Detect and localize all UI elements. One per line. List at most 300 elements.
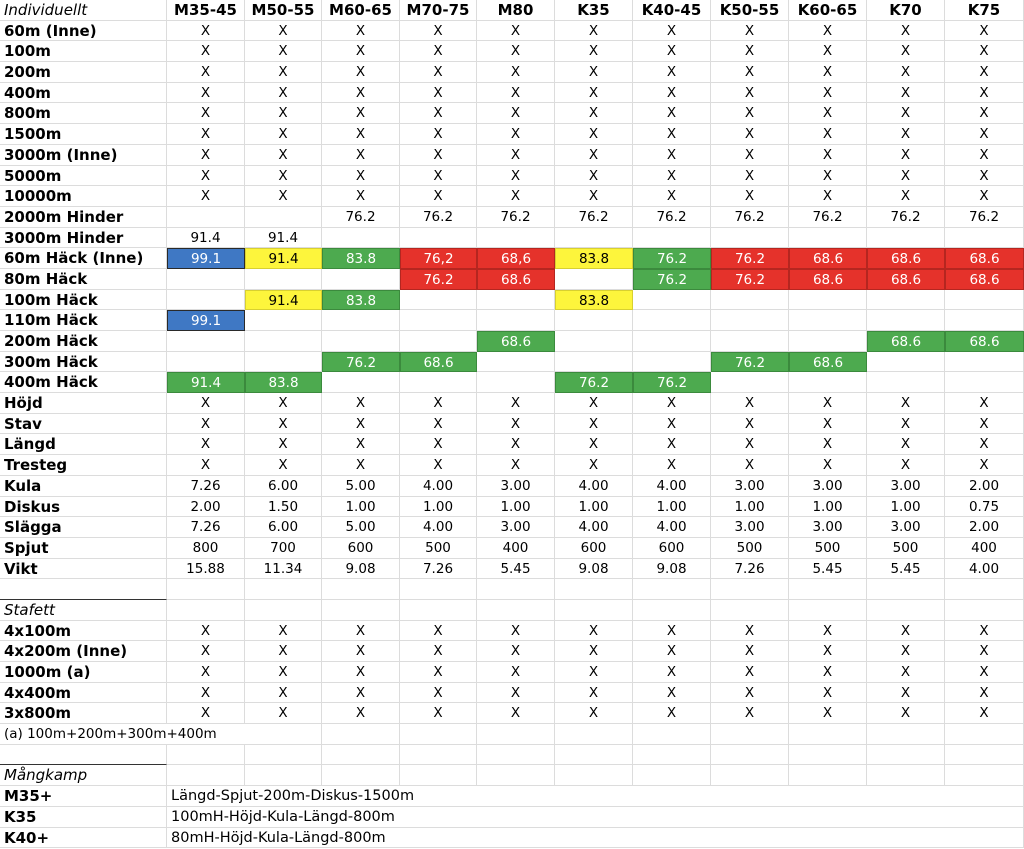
value-cell: X [945,414,1024,435]
value-cell [477,372,555,393]
value-cell: X [555,166,633,187]
value-cell: X [322,621,400,642]
value-cell: 7.26 [167,517,245,538]
separator-empty-cell [555,745,633,766]
separator-empty-cell [711,579,789,600]
value-cell: X [633,621,711,642]
value-cell: X [789,662,867,683]
value-cell: 83.8 [245,372,322,393]
value-cell: 400 [477,538,555,559]
value-cell: 7.26 [711,559,789,580]
separator-empty-cell [867,745,945,766]
value-cell: X [867,621,945,642]
blank-label-cell [0,745,167,766]
value-cell [633,290,711,311]
value-cell: X [789,166,867,187]
value-cell: 7.26 [167,476,245,497]
value-cell: X [477,124,555,145]
value-cell: X [322,703,400,724]
value-cell: X [633,393,711,414]
column-header-k75: K75 [945,0,1024,21]
value-cell: X [555,21,633,42]
value-cell: 3.00 [789,517,867,538]
value-cell [633,228,711,249]
value-cell: 4.00 [555,476,633,497]
value-cell: X [711,434,789,455]
value-cell: 9.08 [633,559,711,580]
value-cell: X [477,83,555,104]
value-cell: 2.00 [167,497,245,518]
value-cell: X [167,455,245,476]
value-cell: 68.6 [789,248,867,269]
value-cell: 91.4 [167,372,245,393]
value-cell: X [245,662,322,683]
value-cell: X [477,434,555,455]
value-cell: 76.2 [711,248,789,269]
combined-header-empty-cell [633,765,711,786]
value-cell: X [711,414,789,435]
row-label-60m-inne: 60m (Inne) [0,21,167,42]
value-cell: X [789,641,867,662]
value-cell: X [322,414,400,435]
value-cell [633,310,711,331]
value-cell: 3.00 [711,517,789,538]
value-cell: X [322,393,400,414]
value-cell: X [400,414,477,435]
value-cell: 3.00 [711,476,789,497]
row-label-100m: 100m [0,41,167,62]
value-cell [711,310,789,331]
value-cell: X [245,124,322,145]
value-cell: X [555,62,633,83]
column-header-k35: K35 [555,0,633,21]
value-cell: 1.00 [711,497,789,518]
value-cell: 1.00 [633,497,711,518]
value-cell: X [322,186,400,207]
value-cell: X [400,455,477,476]
value-cell [322,310,400,331]
column-header-m35-45: M35-45 [167,0,245,21]
value-cell: X [633,41,711,62]
value-cell: 76.2 [400,269,477,290]
value-cell [711,331,789,352]
value-cell: 600 [322,538,400,559]
relay-note-empty-cell [789,724,867,745]
row-label-300m-häck: 300m Häck [0,352,167,373]
column-header-k70: K70 [867,0,945,21]
value-cell: 3.00 [477,476,555,497]
value-cell [167,290,245,311]
row-label-800m: 800m [0,103,167,124]
value-cell: X [245,103,322,124]
value-cell: X [322,166,400,187]
value-cell: 2.00 [945,517,1024,538]
row-label-110m-häck: 110m Häck [0,310,167,331]
value-cell: X [945,703,1024,724]
value-cell: 1.00 [477,497,555,518]
value-cell: X [711,455,789,476]
value-cell: X [167,683,245,704]
value-cell: X [633,186,711,207]
value-cell: 1.00 [555,497,633,518]
separator-empty-cell [167,745,245,766]
relay-note-empty-cell [322,724,400,745]
value-cell: X [711,21,789,42]
value-cell: X [867,434,945,455]
value-cell: X [867,414,945,435]
value-cell: X [322,124,400,145]
value-cell: X [945,683,1024,704]
value-cell [555,228,633,249]
value-cell: 400 [945,538,1024,559]
value-cell: X [167,145,245,166]
value-cell: 4.00 [633,476,711,497]
column-header-m80: M80 [477,0,555,21]
row-label-1500m: 1500m [0,124,167,145]
value-cell: 11.34 [245,559,322,580]
value-cell: 1.00 [400,497,477,518]
value-cell: X [789,145,867,166]
row-label-1000m-a: 1000m (a) [0,662,167,683]
value-cell: X [867,662,945,683]
value-cell: 68.6 [945,331,1024,352]
value-cell: X [167,641,245,662]
value-cell: X [245,414,322,435]
value-cell: X [400,166,477,187]
row-label-4x200m-inne: 4x200m (Inne) [0,641,167,662]
value-cell [322,372,400,393]
relay-note-empty-cell [555,724,633,745]
value-cell: X [477,455,555,476]
row-label-100m-häck: 100m Häck [0,290,167,311]
value-cell: 5.45 [867,559,945,580]
row-label-2000m-hinder: 2000m Hinder [0,207,167,228]
value-cell: 76.2 [322,207,400,228]
value-cell: X [867,166,945,187]
value-cell: X [167,83,245,104]
value-cell [867,310,945,331]
row-label-längd: Längd [0,434,167,455]
separator-empty-cell [322,745,400,766]
value-cell [867,372,945,393]
value-cell: 4.00 [400,517,477,538]
value-cell: X [322,662,400,683]
value-cell: X [400,683,477,704]
value-cell [322,331,400,352]
value-cell [789,372,867,393]
value-cell: X [167,21,245,42]
value-cell: 600 [555,538,633,559]
value-cell: 76.2 [867,207,945,228]
value-cell: X [400,393,477,414]
value-cell: X [633,641,711,662]
value-cell: X [633,414,711,435]
value-cell: X [167,703,245,724]
value-cell: X [555,621,633,642]
value-cell: X [789,703,867,724]
combined-header-empty-cell [400,765,477,786]
value-cell: X [945,455,1024,476]
value-cell: X [633,455,711,476]
value-cell [945,352,1024,373]
value-cell: 91.4 [167,228,245,249]
value-cell: 800 [167,538,245,559]
value-cell [711,372,789,393]
combined-events-text: 100mH-Höjd-Kula-Längd-800m [167,807,1024,828]
value-cell: X [555,414,633,435]
separator-empty-cell [867,579,945,600]
relay-header-empty-cell [945,600,1024,621]
value-cell: X [711,683,789,704]
value-cell: X [245,455,322,476]
value-cell: X [789,186,867,207]
relay-note-empty-cell [945,724,1024,745]
relay-note-empty-cell [633,724,711,745]
value-cell: X [555,393,633,414]
separator-empty-cell [711,745,789,766]
value-cell: X [945,21,1024,42]
relay-note-empty-cell [867,724,945,745]
value-cell: 5.00 [322,476,400,497]
value-cell: X [477,21,555,42]
value-cell: X [555,641,633,662]
value-cell: 3.00 [477,517,555,538]
value-cell: X [400,124,477,145]
value-cell: 3.00 [867,476,945,497]
value-cell: 76.2 [633,372,711,393]
value-cell: 6.00 [245,476,322,497]
row-label-200m: 200m [0,62,167,83]
value-cell: 76.2 [711,352,789,373]
value-cell: X [945,186,1024,207]
value-cell: 91.4 [245,248,322,269]
separator-empty-cell [555,579,633,600]
row-label-400m: 400m [0,83,167,104]
value-cell: 91.4 [245,290,322,311]
value-cell: 76.2 [633,248,711,269]
value-cell: 6.00 [245,517,322,538]
value-cell: X [322,41,400,62]
value-cell: X [945,641,1024,662]
value-cell: X [555,703,633,724]
value-cell: X [789,41,867,62]
value-cell: X [400,703,477,724]
value-cell: X [867,103,945,124]
value-cell: X [945,62,1024,83]
value-cell: 1.00 [789,497,867,518]
column-header-m50-55: M50-55 [245,0,322,21]
value-cell [711,290,789,311]
relay-note-empty-cell [477,724,555,745]
value-cell: X [477,145,555,166]
relay-note-empty-cell [711,724,789,745]
value-cell: X [789,434,867,455]
value-cell [633,352,711,373]
value-cell [322,269,400,290]
value-cell: 68.6 [400,352,477,373]
value-cell: X [711,83,789,104]
value-cell: X [633,145,711,166]
value-cell: X [245,62,322,83]
value-cell: 68.6 [477,331,555,352]
value-cell: X [477,703,555,724]
value-cell: X [322,434,400,455]
separator-empty-cell [789,579,867,600]
value-cell: X [945,83,1024,104]
value-cell: 4.00 [400,476,477,497]
value-cell: X [322,83,400,104]
value-cell: X [167,414,245,435]
value-cell: X [477,414,555,435]
value-cell: X [322,21,400,42]
value-cell: X [477,103,555,124]
value-cell: X [400,41,477,62]
value-cell: X [633,662,711,683]
row-label-spjut: Spjut [0,538,167,559]
separator-empty-cell [245,745,322,766]
value-cell: X [633,166,711,187]
value-cell: X [477,641,555,662]
separator-empty-cell [477,579,555,600]
value-cell: X [167,41,245,62]
value-cell [633,331,711,352]
value-cell: X [789,414,867,435]
value-cell: X [945,393,1024,414]
relay-header-empty-cell [477,600,555,621]
value-cell: X [477,41,555,62]
value-cell: 3.00 [867,517,945,538]
value-cell [477,228,555,249]
value-cell: X [945,145,1024,166]
value-cell: X [633,62,711,83]
value-cell: X [555,662,633,683]
value-cell: X [711,641,789,662]
value-cell [400,372,477,393]
value-cell: 76.2 [400,207,477,228]
combined-header-empty-cell [245,765,322,786]
value-cell [711,228,789,249]
value-cell: X [245,186,322,207]
value-cell: X [555,83,633,104]
value-cell: X [322,145,400,166]
value-cell: 700 [245,538,322,559]
value-cell: 76.2 [945,207,1024,228]
combined-header-empty-cell [477,765,555,786]
relay-note: (a) 100m+200m+300m+400m [0,724,322,745]
value-cell: X [477,662,555,683]
value-cell: X [400,662,477,683]
value-cell [167,269,245,290]
value-cell: 3.00 [789,476,867,497]
value-cell: X [477,683,555,704]
value-cell: X [245,83,322,104]
value-cell [945,228,1024,249]
value-cell: X [400,21,477,42]
separator-empty-cell [789,745,867,766]
row-label-5000m: 5000m [0,166,167,187]
value-cell: 76.2 [477,207,555,228]
row-label-400m-häck: 400m Häck [0,372,167,393]
blank-label-cell [0,579,167,600]
value-cell: 76.2 [711,269,789,290]
value-cell [477,290,555,311]
value-cell: 68,6 [477,248,555,269]
value-cell [555,352,633,373]
value-cell: X [167,124,245,145]
value-cell: X [711,703,789,724]
value-cell: 500 [711,538,789,559]
combined-header-empty-cell [945,765,1024,786]
column-header-k40-45: K40-45 [633,0,711,21]
value-cell: X [322,62,400,83]
value-cell: X [789,621,867,642]
relay-note-empty-cell [400,724,477,745]
value-cell [555,310,633,331]
value-cell: X [867,641,945,662]
value-cell: X [867,186,945,207]
value-cell [789,290,867,311]
value-cell: 1.00 [322,497,400,518]
value-cell: X [711,124,789,145]
combined-header-empty-cell [322,765,400,786]
separator-empty-cell [477,745,555,766]
value-cell: X [789,683,867,704]
value-cell: X [555,103,633,124]
value-cell: X [245,393,322,414]
value-cell [400,331,477,352]
value-cell [867,228,945,249]
value-cell: X [555,145,633,166]
row-label-200m-häck: 200m Häck [0,331,167,352]
value-cell: 99.1 [167,248,245,269]
value-cell [245,310,322,331]
relay-header-empty-cell [711,600,789,621]
column-header-k50-55: K50-55 [711,0,789,21]
row-label-3x800m: 3x800m [0,703,167,724]
value-cell: X [867,683,945,704]
row-label-stav: Stav [0,414,167,435]
value-cell [245,269,322,290]
row-label-4x100m: 4x100m [0,621,167,642]
combined-section-label: Mångkamp [0,765,167,786]
value-cell: X [322,641,400,662]
value-cell: X [400,103,477,124]
value-cell: X [400,145,477,166]
separator-empty-cell [945,745,1024,766]
separator-empty-cell [945,579,1024,600]
value-cell: 15.88 [167,559,245,580]
value-cell: X [555,41,633,62]
value-cell: X [167,186,245,207]
value-cell: X [245,641,322,662]
value-cell: X [167,621,245,642]
value-cell: 76.2 [322,352,400,373]
value-cell: 68.6 [789,352,867,373]
value-cell: X [167,434,245,455]
value-cell: 1.50 [245,497,322,518]
row-label-k35: K35 [0,807,167,828]
value-cell: X [400,621,477,642]
value-cell: X [555,124,633,145]
column-header-m60-65: M60-65 [322,0,400,21]
value-cell: X [711,41,789,62]
combined-header-empty-cell [711,765,789,786]
row-label-kula: Kula [0,476,167,497]
row-label-80m-häck: 80m Häck [0,269,167,290]
value-cell: 500 [400,538,477,559]
value-cell: X [477,393,555,414]
row-label-slägga: Slägga [0,517,167,538]
